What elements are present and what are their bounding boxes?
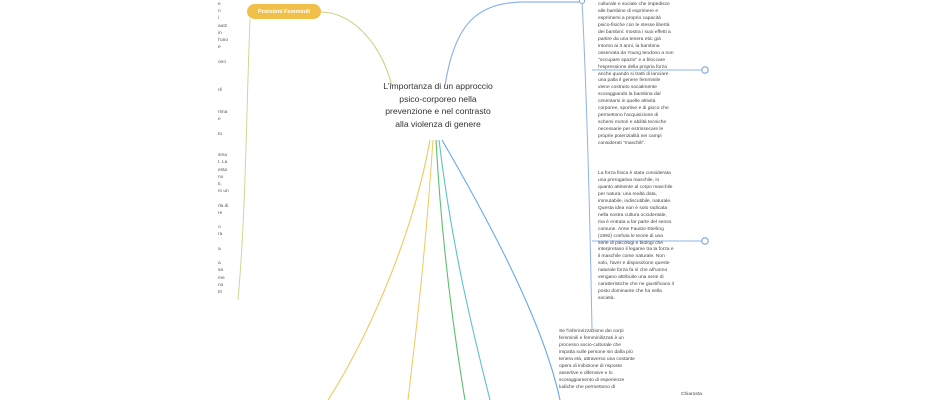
branch-note-column xyxy=(582,0,592,330)
left-text-fragment: in xyxy=(218,30,222,36)
left-text-fragment: e xyxy=(218,2,221,7)
left-text-fragment: a xyxy=(218,246,221,252)
left-text-fragment: no xyxy=(218,282,224,288)
branch-upper-right xyxy=(445,2,580,86)
left-text-fragment: autz xyxy=(218,23,228,29)
left-text-fragment: i xyxy=(218,16,220,22)
branch-down-gold-2 xyxy=(408,140,433,400)
left-text-fragment: m un xyxy=(218,189,229,195)
left-text-fragment: ono xyxy=(218,59,227,65)
topic-pill-label: Posizioni Femminili xyxy=(257,8,311,15)
left-text-fragment: rli xyxy=(218,88,222,94)
collapse-node-icon[interactable] xyxy=(580,0,585,4)
left-text-fragment: me xyxy=(218,275,225,281)
left-text-fragment: sa xyxy=(218,268,224,274)
left-text-fragment: tri xyxy=(218,290,222,295)
left-text-fragment: a xyxy=(218,261,221,267)
branch-left-vertical xyxy=(238,19,250,300)
branch-down-green xyxy=(436,140,465,400)
branch-posizioni-femminili xyxy=(321,12,392,86)
central-topic[interactable]: L'importanza di un approccio psico-corporeo nella prevenzione e nel contrasto alla violenza di genere xyxy=(383,81,493,129)
branch-down-gold-1 xyxy=(328,140,430,400)
note-middle: La forza fisica è stata considerata una prerogativa maschile, in quanto attinente al corpo maschile per natura: una realtà data, immutabile, indiscutibile, naturale. Questa idea non è solo radicata nella nostra cultura occidentale, ma è entrata a far parte del senso comune. Anne Fausto-Sterling (1992) confuta le teorie di una serie di psicologi e biologi che interpretano il legame tra la forza e il maschile come naturale. Non solo, l'aver e disposizione queste naturale forza fa sì che all'uomo vengano attribuite una serie di caratteristiche che ne giustificano il posto dominante che ha nella società. xyxy=(598,171,674,302)
left-text-fragment: rla di xyxy=(218,203,229,209)
note-lower-right: Chiarosta xyxy=(681,392,702,397)
left-text-fragment: t. La xyxy=(218,160,228,166)
left-text-fragment: n xyxy=(218,9,221,15)
left-text-fragment: o xyxy=(218,225,221,231)
left-text-fragment: ti, xyxy=(218,182,222,187)
left-text-fragment: no xyxy=(218,174,224,180)
left-text-fragment: e xyxy=(218,117,221,123)
left-text-fragment: re xyxy=(218,210,223,216)
left-text-fragment: esta xyxy=(218,167,228,173)
topic-posizioni-femminili[interactable] xyxy=(247,4,321,19)
left-text-fragment: l'uno xyxy=(218,38,228,43)
left-text-fragment: rima xyxy=(218,110,228,115)
left-text-fragment: e xyxy=(218,45,221,51)
left-text-fragment: to xyxy=(218,131,223,137)
left-text-fragment: sma xyxy=(218,153,228,159)
note-upper: culturale e sociale che impedisce alle bambine di esprimere e esprimersi a proprio capacità psico-fisiche con le stesse libertà dei bambini: mostra i suoi effetti a partire da una tenera età: già intorno ai 3 anni, la bambina osservata da Young tendono a non "occupare spazio" e a bloccare l'espressione della propria forza anche quando si tratti di lanciare una palla il genere femminile viene costruito socialmente scoraggiando la bambina dal cimentarsi in quelle attività corporee, sportive e di gioco che permettono l'acquisizione di schemi motori e abilità tecniche necessarie per estrinsecare le proprie potenzialità nei campi considerati "maschili". xyxy=(598,2,674,147)
note-lower: Se l'inferiorizzazione dei corpi femminili e femminilizzati è un processo socio-culturale che impatta sulle persone sin dalla più tenera età, attraverso una costante opera di inibizione di risposte assertive e difensive e lo scoraggiamento di esperienze ludiche che permettono di xyxy=(559,329,635,390)
left-text-fragment: ra xyxy=(218,232,223,238)
